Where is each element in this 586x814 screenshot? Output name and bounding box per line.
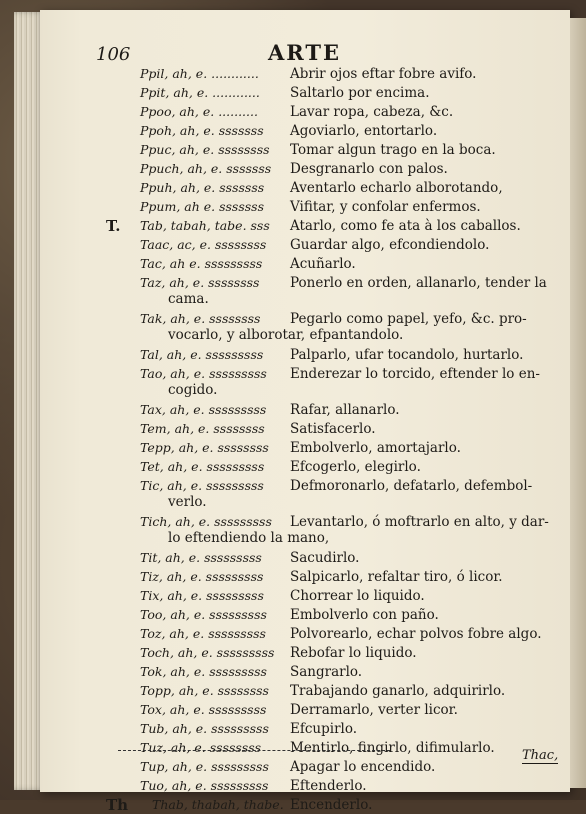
entry-headword: Tem, ah, e. ssssssss [140, 421, 265, 436]
entry-continuation: cogido. [168, 382, 218, 398]
entry-continuation: cama. [168, 291, 209, 307]
entry-headword: Tic, ah, e. sssssssss [140, 478, 264, 493]
entry-headword: Tepp, ah, e. ssssssss [140, 440, 269, 455]
entry-definition: Rebofar lo liquido. [290, 645, 417, 661]
running-head: ARTE [268, 40, 342, 65]
entry-definition: Palparlo, ufar tocandolo, hurtarlo. [290, 347, 524, 363]
entry-definition: Eftenderlo. [290, 778, 367, 794]
section-marker: T. [106, 217, 121, 235]
entry-headword: Tub, ah, e. sssssssss [140, 721, 269, 736]
entry-definition: Abrir ojos eftar fobre avifo. [290, 66, 477, 82]
entry-headword: Topp, ah, e. ssssssss [140, 683, 269, 698]
entry-definition: Trabajando ganarlo, adquirirlo. [290, 683, 506, 699]
entry-headword: Ppuc, ah, e. ssssssss [140, 142, 270, 157]
entry-headword: Ppuh, ah, e. sssssss [140, 180, 265, 195]
entry-headword: Tix, ah, e. sssssssss [140, 588, 264, 603]
entry-headword: Taac, ac, e. ssssssss [140, 237, 267, 252]
entry-definition: Atarlo, como fe ata à los caballos. [290, 218, 521, 234]
entry-definition: Defmoronarlo, defatarlo, defembol- [290, 478, 533, 494]
entry-definition: Levantarlo, ó moftrarlo en alto, y dar- [290, 514, 549, 530]
entry-headword: Tuo, ah, e. sssssssss [140, 778, 269, 793]
entry-definition: Chorrear lo liquido. [290, 588, 425, 604]
entry-headword: Tal, ah, e. sssssssss [140, 347, 264, 362]
entry-definition: Encenderlo. [290, 797, 373, 813]
entry-definition: Pegarlo como papel, yefo, &c. pro- [290, 311, 527, 327]
entry-definition: Acuñarlo. [290, 256, 356, 272]
entry-definition: Apagar lo encendido. [290, 759, 436, 775]
entry-definition: Vifitar, y confolar enfermos. [290, 199, 481, 215]
entry-headword: Ppoo, ah, e. .......... [140, 104, 258, 119]
section-marker: Th [106, 796, 129, 814]
entry-definition: Enderezar lo torcido, eftender lo en- [290, 366, 540, 382]
entry-headword: Tit, ah, e. sssssssss [140, 550, 262, 565]
entry-definition: Ponerlo en orden, allanarlo, tender la [290, 275, 547, 291]
entry-definition: Efcupirlo. [290, 721, 358, 737]
entry-headword: Tich, ah, e. sssssssss [140, 514, 272, 529]
entry-headword: Tak, ah, e. ssssssss [140, 311, 261, 326]
entry-continuation: lo eftendiendo la mano, [168, 530, 330, 546]
entry-definition: Polvorearlo, echar polvos fobre algo. [290, 626, 542, 642]
entry-continuation: verlo. [168, 494, 207, 510]
entry-definition: Derramarlo, verter licor. [290, 702, 458, 718]
entry-definition: Desgranarlo con palos. [290, 161, 448, 177]
entry-headword: Tiz, ah, e. sssssssss [140, 569, 264, 584]
entry-headword: Tok, ah, e. sssssssss [140, 664, 267, 679]
entry-headword: Tao, ah, e. sssssssss [140, 366, 267, 381]
entry-headword: Tox, ah, e. sssssssss [140, 702, 267, 717]
entry-headword: Tac, ah e. sssssssss [140, 256, 263, 271]
entry-headword: Ppil, ah, e. ............ [140, 66, 259, 81]
entry-headword: Tup, ah, e. sssssssss [140, 759, 269, 774]
catchword: Thac, [522, 748, 559, 763]
entry-definition: Lavar ropa, cabeza, &c. [290, 104, 454, 120]
entry-definition: Aventarlo echarlo alborotando, [290, 180, 503, 196]
entry-definition: Mentirlo, fingirlo, difimularlo. [290, 740, 495, 756]
entry-headword: Tab, tabah, tabe. sss [140, 218, 270, 233]
entry-headword: Ppoh, ah, e. sssssss [140, 123, 264, 138]
entry-definition: Saltarlo por encima. [290, 85, 430, 101]
entry-headword: Thab, thabah, thabe. [152, 797, 284, 812]
entry-headword: Toch, ah, e. sssssssss [140, 645, 275, 660]
entry-definition: Embolverlo, amortajarlo. [290, 440, 461, 456]
entry-headword: Ppum, ah e. sssssss [140, 199, 264, 214]
entry-definition: Sangrarlo. [290, 664, 363, 680]
page-number: 106 [96, 44, 131, 65]
entry-headword: Ppuch, ah, e. sssssss [140, 161, 272, 176]
entry-headword: Tax, ah, e. sssssssss [140, 402, 267, 417]
entry-continuation: vocarlo, y alborotar, efpantandolo. [168, 327, 404, 343]
entry-definition: Tomar algun trago en la boca. [290, 142, 496, 158]
entry-headword: Ppit, ah, e. ............ [140, 85, 260, 100]
entry-headword: Taz, ah, e. ssssssss [140, 275, 260, 290]
entry-headword: Toz, ah, e. sssssssss [140, 626, 266, 641]
entry-headword: Tet, ah, e. sssssssss [140, 459, 265, 474]
entry-definition: Rafar, allanarlo. [290, 402, 400, 418]
entry-definition: Efcogerlo, elegirlo. [290, 459, 421, 475]
underline-rule [118, 750, 390, 751]
facing-page-edge [570, 18, 586, 788]
entry-headword: Tuz, ah, e. ssssssss [140, 740, 262, 755]
entry-definition: Salpicarlo, refaltar tiro, ó licor. [290, 569, 503, 585]
entry-headword: Too, ah, e. sssssssss [140, 607, 267, 622]
entry-definition: Sacudirlo. [290, 550, 360, 566]
entry-definition: Guardar algo, efcondiendolo. [290, 237, 490, 253]
entry-definition: Agoviarlo, entortarlo. [290, 123, 438, 139]
entry-definition: Embolverlo con paño. [290, 607, 439, 623]
entry-definition: Satisfacerlo. [290, 421, 376, 437]
